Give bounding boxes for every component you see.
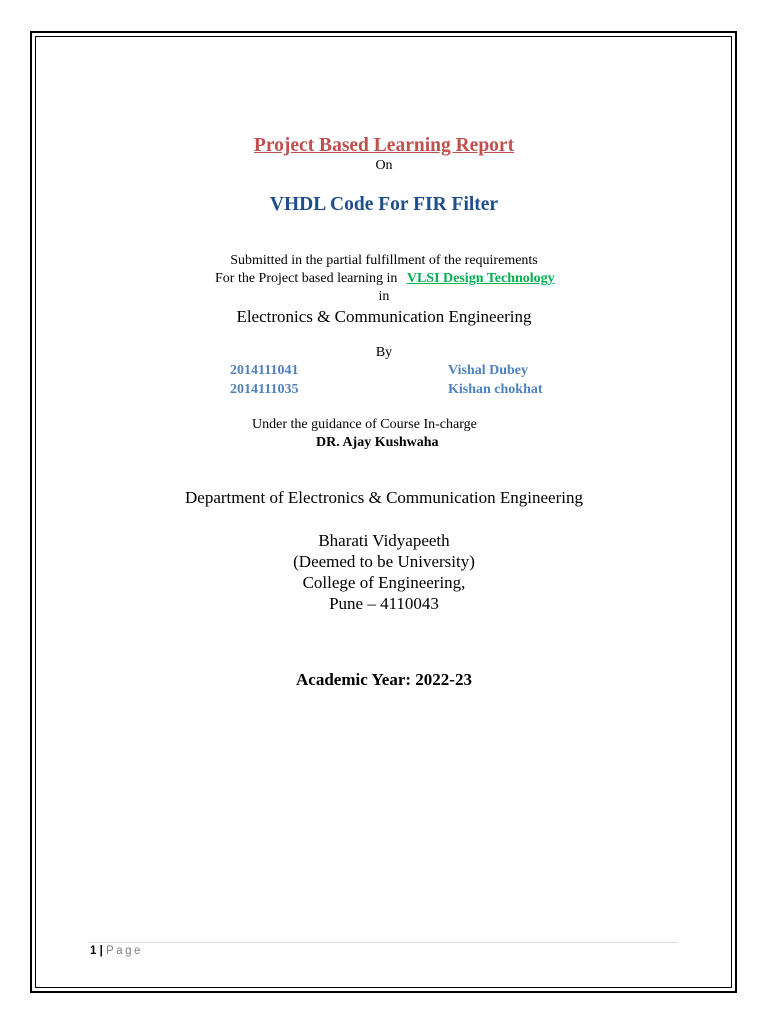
page-border-inner bbox=[35, 36, 732, 988]
footer-rule bbox=[88, 942, 678, 943]
institution-line-4: Pune – 4110043 bbox=[329, 594, 439, 613]
report-subject: VHDL Code For FIR Filter bbox=[269, 194, 499, 215]
student-name-2: Kishan chokhat bbox=[448, 382, 543, 397]
page-footer bbox=[90, 945, 143, 957]
student-name-1: Vishal Dubey bbox=[448, 363, 529, 378]
submission-line: Submitted in the partial fulfillment of the requirements bbox=[230, 253, 538, 268]
branch-name: Electronics & Communication Engineering bbox=[236, 307, 532, 326]
guidance-label: Under the guidance of Course In-charge bbox=[252, 417, 477, 432]
report-title: Project Based Learning Report bbox=[253, 135, 515, 156]
by-text: By bbox=[375, 345, 393, 360]
course-name: VLSI Design Technology bbox=[406, 271, 555, 286]
institution-line-2: (Deemed to be University) bbox=[293, 552, 475, 571]
institution-line-1: Bharati Vidyapeeth bbox=[318, 531, 450, 550]
project-line bbox=[215, 271, 555, 287]
student-roll-1: 2014111041 bbox=[230, 363, 299, 378]
in-text: in bbox=[378, 289, 390, 304]
project-line-prefix: For the Project based learning in bbox=[215, 271, 398, 286]
page-label: Page bbox=[106, 945, 143, 957]
page-number: 1 bbox=[90, 945, 97, 957]
department-name: Department of Electronics & Communication Engineering bbox=[185, 488, 583, 507]
footer-separator: | bbox=[99, 945, 103, 957]
institution-line-3: College of Engineering, bbox=[302, 573, 466, 592]
report-on: On bbox=[375, 158, 393, 173]
academic-year: Academic Year: 2022-23 bbox=[296, 670, 472, 689]
student-roll-2: 2014111035 bbox=[230, 382, 299, 397]
guide-name: DR. Ajay Kushwaha bbox=[316, 435, 439, 450]
